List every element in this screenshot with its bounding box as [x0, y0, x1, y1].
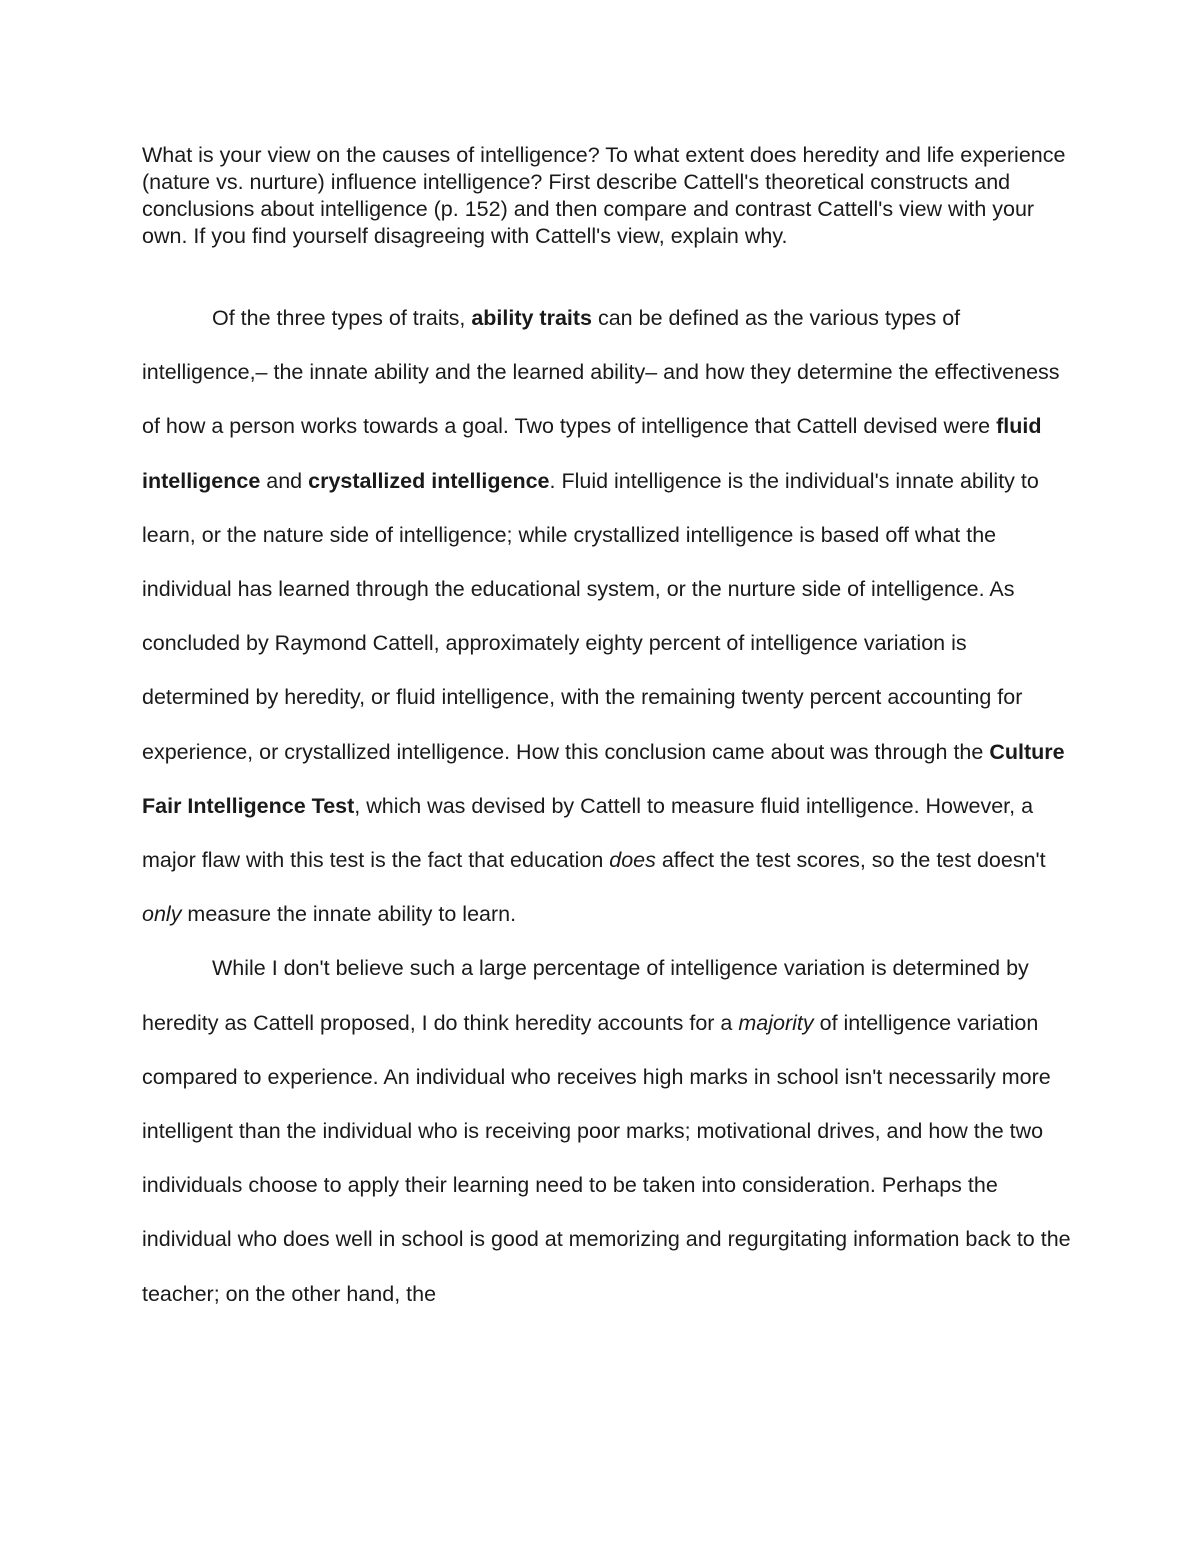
text-run: can be defined as the various types of intelligence,– the innate ability and the learned ability– and how they determine the effectiveness of how a person works towards a goal. Two types of intelligence that Cattell devised were	[142, 306, 1060, 439]
text-run: affect the test scores, so the test doesn't	[655, 848, 1046, 873]
essay-paragraph-1	[142, 291, 1072, 941]
essay-paragraph-2	[142, 941, 1072, 1320]
text-run: , which was devised by Cattell to measure fluid intelligence. However, a major flaw with this test is the fact that education	[142, 793, 1034, 873]
italic-term-majority: majority	[738, 1010, 814, 1035]
bold-term-culture-fair-test: Culture Fair Intelligence Test	[142, 739, 1065, 818]
text-run: . Fluid intelligence is the individual's innate ability to learn, or the nature side of intelligence; while crystallized intelligence is based off what the individual has learned through the educational system, or the nurture side of intelligence. As concluded by Raymond Cattell, approximately eighty percent of intelligence variation is determined by heredity, or fluid intelligence, with the remaining twenty percent accounting for experience, or crystallized intelligence. How this conclusion came about was through the	[142, 468, 1039, 764]
text-run: While I don't believe such a large percentage of intelligence variation is determined by heredity as Cattell proposed, I do think heredity accounts for a	[142, 956, 1029, 1035]
text-run: of intelligence variation compared to experience. An individual who receives high marks in school isn't necessarily more intelligent than the individual who is receiving poor marks; motivational drives, and how the two individuals choose to apply their learning need to be taken into consideration. Perhaps the individual who does well in school is good at memorizing and regurgitating information back to the teacher; on the other hand, the	[142, 1010, 1071, 1306]
italic-term-only: only	[142, 902, 182, 927]
italic-term-does: does	[609, 848, 656, 873]
essay-body	[142, 291, 1072, 1321]
prompt-text: What is your view on the causes of intelligence? To what extent does heredity and life experience (nature vs. nurture) influence intelligence? First describe Cattell's theoretical constructs and conclusions about intelligence (p. 152) and then compare and contrast Cattell's view with your own. If you find yourself disagreeing with Cattell's view, explain why.	[142, 143, 1066, 248]
text-run: Of the three types of traits,	[212, 306, 472, 330]
text-run: and	[260, 468, 309, 493]
assignment-prompt	[142, 142, 1072, 250]
bold-term-ability-traits: ability traits	[471, 306, 592, 330]
bold-term-fluid-intelligence: fluid intelligence	[142, 414, 1042, 493]
text-run: measure the innate ability to learn.	[181, 902, 517, 927]
bold-term-crystallized-intelligence: crystallized intelligence	[308, 468, 550, 493]
